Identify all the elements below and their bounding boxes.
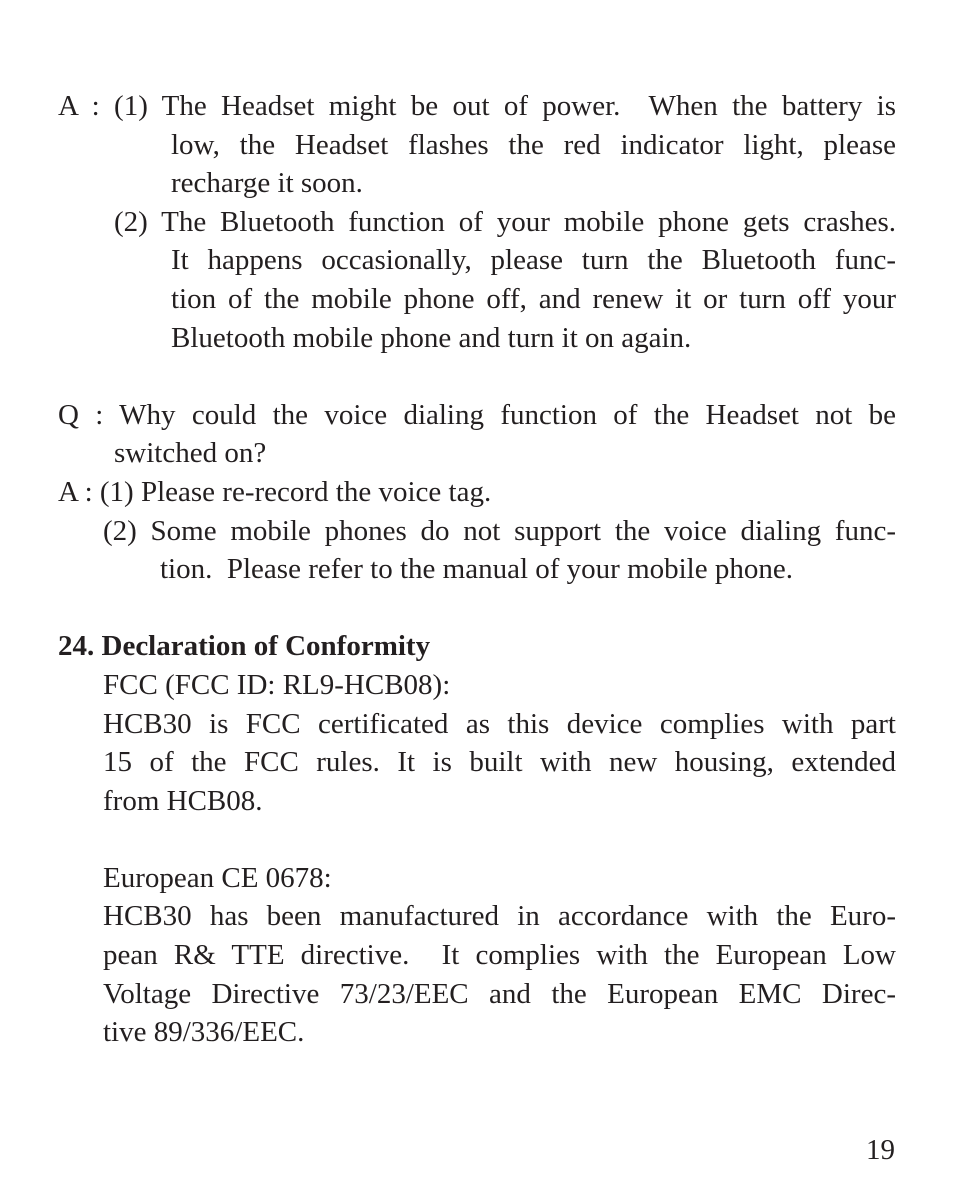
answer-line: It happens occasionally, please turn the Bluetooth func-: [171, 244, 896, 277]
section-heading: 24. Declaration of Conformity: [58, 630, 431, 663]
ce-line: pean R& TTE directive. It complies with the European Low: [103, 939, 896, 972]
answer-line: tion of the mobile phone off, and renew it or turn off your: [171, 282, 896, 315]
ce-line: tive 89/336/EEC.: [103, 1016, 305, 1049]
document-page: [58, 87, 896, 1052]
fcc-line: HCB30 is FCC certificated as this device complies with part: [103, 707, 896, 740]
section-declaration: [58, 627, 896, 1052]
fcc-line: from HCB08.: [103, 784, 263, 817]
ce-line: Voltage Directive 73/23/EEC and the European EMC Direc-: [103, 977, 896, 1010]
answer-line: tion. Please refer to the manual of your mobile phone.: [160, 553, 793, 586]
question-line: Q : Why could the voice dialing function of the Headset not be: [58, 398, 896, 431]
question-line: switched on?: [114, 437, 267, 470]
qa-block-power: [58, 87, 896, 357]
qa-block-voice-dialing: [58, 396, 896, 589]
answer-line: A : (1) The Headset might be out of power. When the battery is: [58, 90, 896, 122]
page-number: 19: [866, 1134, 895, 1166]
fcc-line: 15 of the FCC rules. It is built with new housing, extended: [103, 746, 896, 779]
fcc-title: FCC (FCC ID: RL9-HCB08):: [103, 668, 451, 701]
answer-line: (2) Some mobile phones do not support the voice dialing func-: [103, 514, 896, 547]
answer-line: low, the Headset flashes the red indicator light, please: [171, 128, 896, 161]
answer-line: (2) The Bluetooth function of your mobile phone gets crashes.: [114, 205, 896, 238]
ce-line: HCB30 has been manufactured in accordance with the Euro-: [103, 900, 896, 933]
answer-line: Bluetooth mobile phone and turn it on again.: [171, 321, 692, 354]
ce-title: European CE 0678:: [103, 861, 332, 894]
answer-line: A : (1) Please re-record the voice tag.: [58, 475, 492, 508]
answer-line: recharge it soon.: [171, 167, 363, 200]
